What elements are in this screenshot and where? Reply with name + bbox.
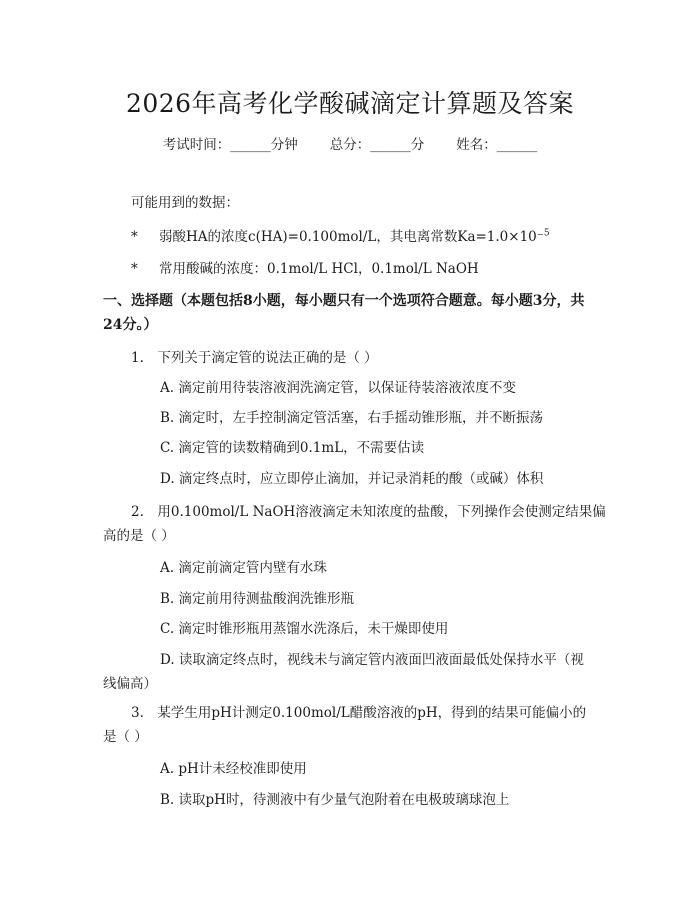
bullet-marker: * (131, 229, 138, 245)
question-3-stem-cont: 是（ ） (103, 729, 148, 745)
q3-option-b: B. 读取pH时，待测液中有少量气泡附着在电极玻璃球泡上 (160, 792, 510, 808)
q2-option-d-cont: 线偏高） (103, 676, 157, 692)
section-heading: 一、选择题（本题包括8小题，每小题只有一个选项符合题意。每小题3分，共 (103, 293, 585, 309)
q1-option-c: C. 滴定管的读数精确到0.1mL，不需要估读 (160, 440, 425, 456)
total-score: 总分：______分 (329, 137, 425, 153)
section-heading-cont: 24分。） (103, 317, 158, 333)
exam-meta (0, 133, 700, 153)
q3-option-a: A. pH计未经校准即使用 (160, 761, 307, 777)
student-name: 姓名：______ (456, 137, 538, 153)
question-2-stem: 2. 用0.100mol/L NaOH溶液滴定未知浓度的盐酸，下列操作会使测定结果偏 (131, 504, 606, 520)
bullet-item (131, 257, 479, 277)
q2-option-a: A. 滴定前滴定管内壁有水珠 (160, 560, 327, 576)
bullet-marker: * (131, 261, 138, 277)
q2-option-d: D. 读取滴定终点时，视线未与滴定管内液面凹液面最低处保持水平（视 (160, 652, 584, 668)
bullet-item (131, 225, 550, 245)
page-title: 2026年高考化学酸碱滴定计算题及答案 (125, 89, 575, 118)
bullet-superscript: 5 (543, 228, 550, 239)
bullet-text: 常用酸碱的浓度：0.1mol/L HCl，0.1mol/L NaOH (159, 261, 479, 277)
question-1-stem: 1. 下列关于滴定管的说法正确的是（ ） (131, 350, 378, 366)
data-intro: 可能用到的数据： (131, 195, 239, 211)
exam-time: 考试时间：______分钟 (162, 137, 298, 153)
question-3-stem: 3. 某学生用pH计测定0.100mol/L醋酸溶液的pH，得到的结果可能偏小的 (131, 705, 587, 721)
bullet-text: 弱酸HA的浓度c(HA)=0.100mol/L，其电离常数Ka=1.0×10⁻ (159, 229, 544, 245)
q2-option-c: C. 滴定时锥形瓶用蒸馏水洗涤后，未干燥即使用 (160, 621, 449, 637)
q1-option-b: B. 滴定时，左手控制滴定管活塞，右手摇动锥形瓶，并不断振荡 (160, 410, 544, 426)
question-2-stem-cont: 高的是（ ） (103, 528, 175, 544)
q1-option-a: A. 滴定前用待装溶液润洗滴定管，以保证待装溶液浓度不变 (160, 380, 516, 396)
q1-option-d: D. 滴定终点时，应立即停止滴加，并记录消耗的酸（或碱）体积 (160, 471, 544, 487)
q2-option-b: B. 滴定前用待测盐酸润洗锥形瓶 (160, 591, 355, 607)
